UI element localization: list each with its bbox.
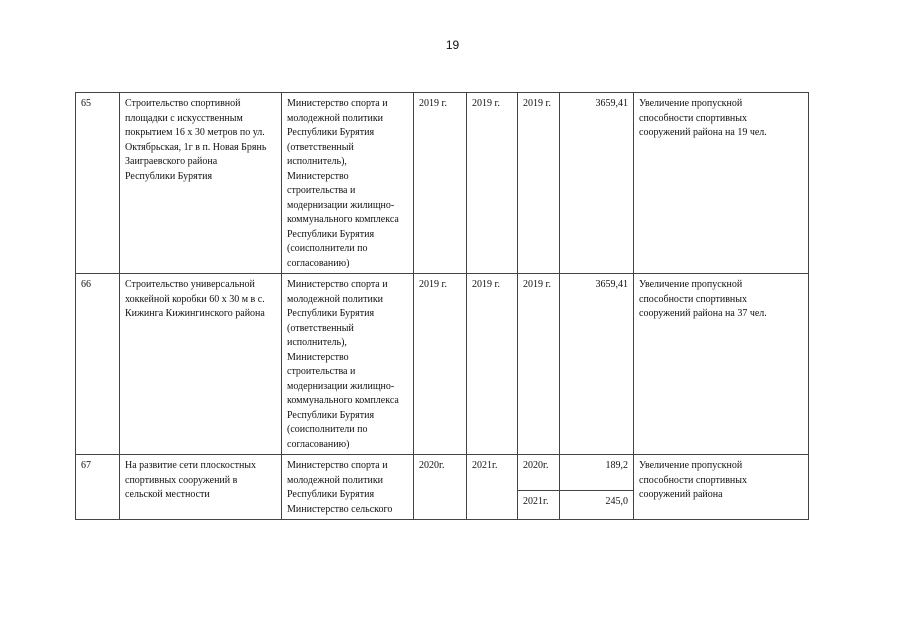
- end-year: 2021г.: [467, 455, 518, 520]
- amount: 189,2: [560, 455, 634, 491]
- start-year: 2019 г.: [414, 93, 467, 274]
- amount: 3659,41: [560, 274, 634, 455]
- row-number: 66: [76, 274, 120, 455]
- executor: Министерство спорта и молодежной политики Республики Бурятия (ответственный исполнитель), Министерство строительства и модернизации жилищно- коммунального комплекса Республики Бурятия (соисполнители по согласованию): [282, 274, 414, 455]
- start-year: 2019 г.: [414, 274, 467, 455]
- row-number: 65: [76, 93, 120, 274]
- table-row: [76, 93, 809, 274]
- finance-year: 2021г.: [518, 491, 560, 520]
- program-table: [75, 92, 809, 520]
- expected-result: Увеличение пропускной способности спортивных сооружений района на 37 чел.: [634, 274, 809, 455]
- amount: 3659,41: [560, 93, 634, 274]
- measure-name: Строительство спортивной площадки с искусственным покрытием 16 х 30 метров по ул. Октябрьская, 1г в п. Новая Брянь Заиграевского района Республики Бурятия: [120, 93, 282, 274]
- table-row: [76, 274, 809, 455]
- page-number: 19: [445, 38, 460, 52]
- executor: Министерство спорта и молодежной политики Республики Бурятия (ответственный исполнитель), Министерство строительства и модернизации жилищно- коммунального комплекса Республики Бурятия (соисполнители по согласованию): [282, 93, 414, 274]
- end-year: 2019 г.: [467, 274, 518, 455]
- expected-result: Увеличение пропускной способности спортивных сооружений района: [634, 455, 809, 520]
- expected-result: Увеличение пропускной способности спортивных сооружений района на 19 чел.: [634, 93, 809, 274]
- measure-name: На развитие сети плоскостных спортивных сооружений в сельской местности: [120, 455, 282, 520]
- measure-name: Строительство универсальной хоккейной коробки 60 х 30 м в с. Кижинга Кижингинского района: [120, 274, 282, 455]
- amount: 245,0: [560, 491, 634, 520]
- table-row: [76, 455, 809, 491]
- end-year: 2019 г.: [467, 93, 518, 274]
- finance-year: 2019 г.: [518, 93, 560, 274]
- start-year: 2020г.: [414, 455, 467, 520]
- executor: Министерство спорта и молодежной политики Республики Бурятия Министерство сельского: [282, 455, 414, 520]
- row-number: 67: [76, 455, 120, 520]
- finance-year: 2019 г.: [518, 274, 560, 455]
- finance-year: 2020г.: [518, 455, 560, 491]
